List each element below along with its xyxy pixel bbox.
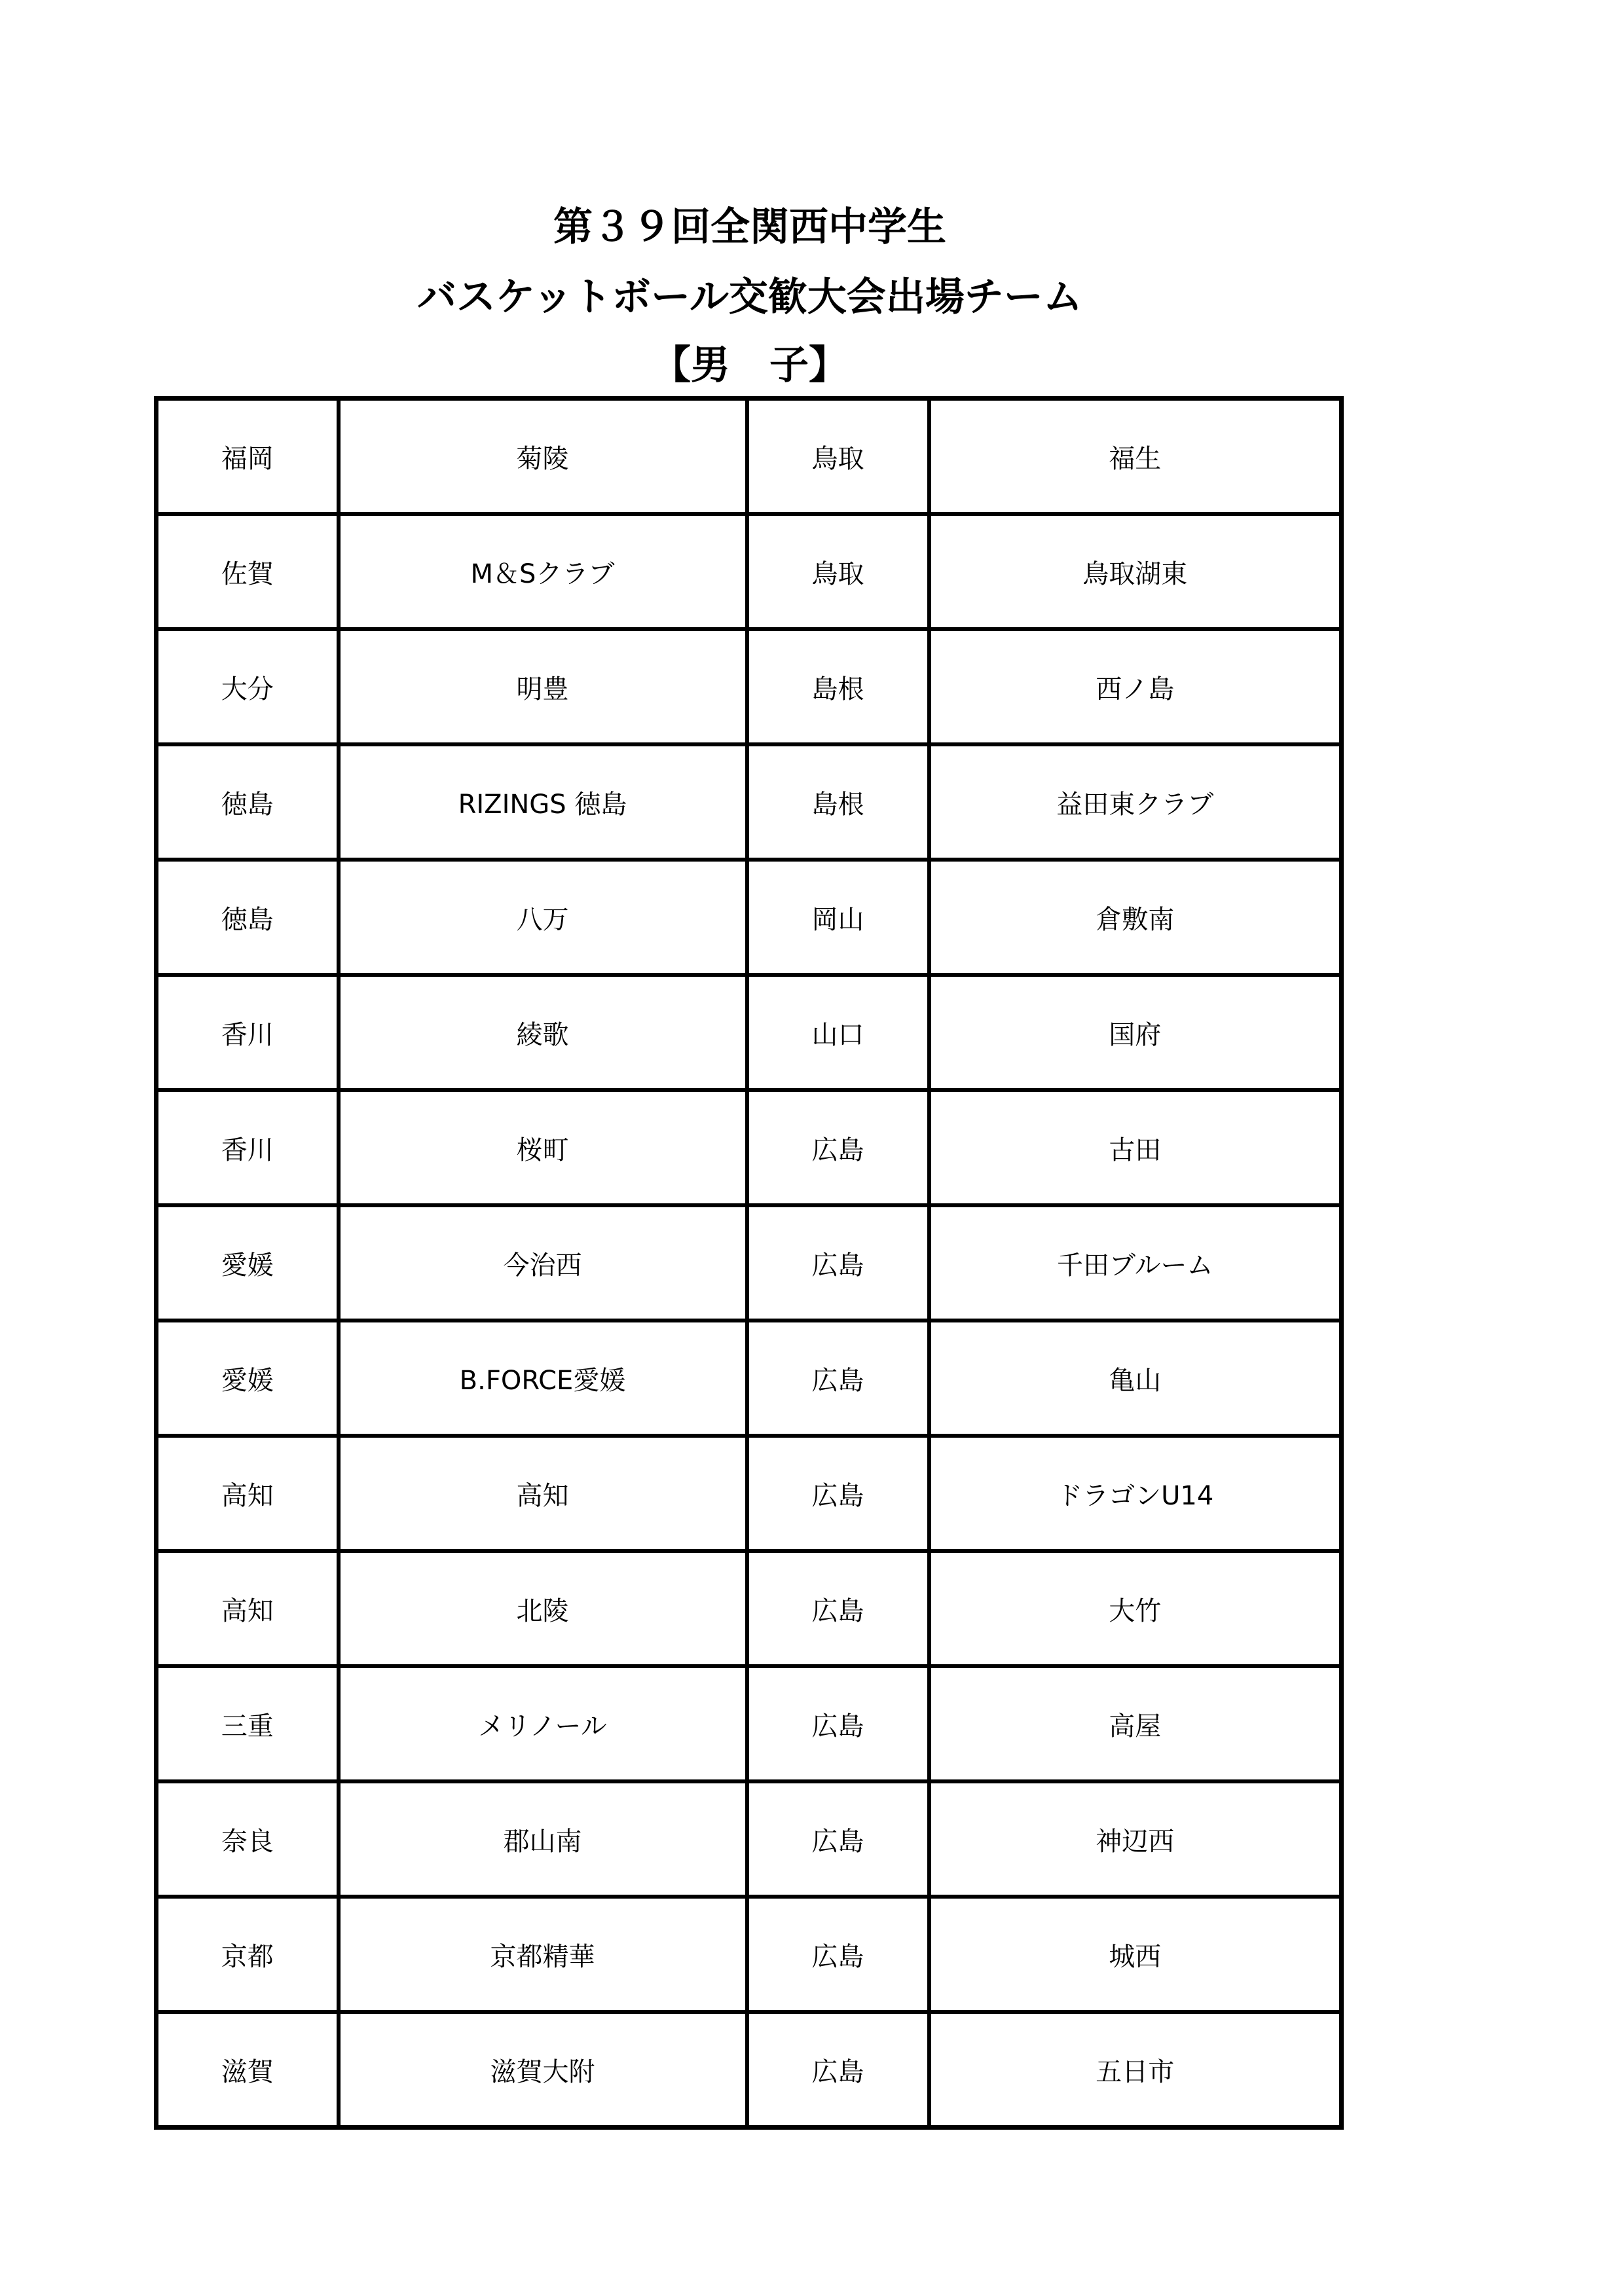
team-left-cell: 八万 [339, 860, 747, 975]
prefecture-right-cell: 広島 [747, 1205, 929, 1321]
prefecture-left-cell: 奈良 [157, 1781, 339, 1897]
prefecture-left-cell: 高知 [157, 1436, 339, 1551]
table-row [157, 1205, 1342, 1321]
team-right-cell: 古田 [929, 1090, 1342, 1205]
prefecture-right-cell: 広島 [747, 1321, 929, 1436]
team-right-cell: 神辺西 [929, 1781, 1342, 1897]
team-right-cell: ドラゴンU14 [929, 1436, 1342, 1551]
prefecture-right-cell: 広島 [747, 1781, 929, 1897]
prefecture-right-cell: 山口 [747, 975, 929, 1090]
team-left-cell: 綾歌 [339, 975, 747, 1090]
team-left-cell: メリノール [339, 1666, 747, 1781]
prefecture-right-cell: 広島 [747, 1551, 929, 1666]
team-left-cell: 京都精華 [339, 1897, 747, 2012]
team-right-cell: 倉敷南 [929, 860, 1342, 975]
team-left-cell: B.FORCE愛媛 [339, 1321, 747, 1436]
table-row [157, 744, 1342, 860]
team-left-cell: 明豊 [339, 629, 747, 744]
table-row [157, 860, 1342, 975]
team-right-cell: 西ノ島 [929, 629, 1342, 744]
prefecture-left-cell: 滋賀 [157, 2012, 339, 2128]
title-participants: バスケットボール交歓大会出場チーム [417, 274, 1082, 320]
prefecture-left-cell: 京都 [157, 1897, 339, 2012]
table-row [157, 1781, 1342, 1897]
prefecture-right-cell: 広島 [747, 1090, 929, 1205]
title-tournament: 第３９回全関西中学生 [553, 204, 946, 250]
table-row [157, 1551, 1342, 1666]
table-row [157, 1436, 1342, 1551]
team-left-cell: M＆Sクラブ [339, 514, 747, 629]
prefecture-right-cell: 鳥取 [747, 399, 929, 515]
team-left-cell: 滋賀大附 [339, 2012, 747, 2128]
prefecture-right-cell: 広島 [747, 1666, 929, 1781]
roster-body [157, 399, 1342, 2128]
prefecture-left-cell: 愛媛 [157, 1321, 339, 1436]
team-right-cell: 亀山 [929, 1321, 1342, 1436]
team-left-cell: 今治西 [339, 1205, 747, 1321]
team-right-cell: 五日市 [929, 2012, 1342, 2128]
team-right-cell: 高屋 [929, 1666, 1342, 1781]
team-right-cell: 益田東クラブ [929, 744, 1342, 860]
team-roster-table [154, 396, 1344, 2130]
prefecture-left-cell: 福岡 [157, 399, 339, 515]
prefecture-right-cell: 鳥取 [747, 514, 929, 629]
prefecture-left-cell: 三重 [157, 1666, 339, 1781]
team-right-cell: 大竹 [929, 1551, 1342, 1666]
team-left-cell: 桜町 [339, 1090, 747, 1205]
prefecture-left-cell: 香川 [157, 975, 339, 1090]
prefecture-right-cell: 島根 [747, 629, 929, 744]
prefecture-left-cell: 愛媛 [157, 1205, 339, 1321]
prefecture-right-cell: 島根 [747, 744, 929, 860]
team-left-cell: RIZINGS 徳島 [339, 744, 747, 860]
table-row [157, 975, 1342, 1090]
prefecture-left-cell: 徳島 [157, 860, 339, 975]
team-right-cell: 福生 [929, 399, 1342, 515]
table-row [157, 2012, 1342, 2128]
prefecture-right-cell: 広島 [747, 2012, 929, 2128]
prefecture-left-cell: 徳島 [157, 744, 339, 860]
table-row [157, 514, 1342, 629]
team-left-cell: 北陵 [339, 1551, 747, 1666]
team-left-cell: 菊陵 [339, 399, 747, 515]
prefecture-left-cell: 高知 [157, 1551, 339, 1666]
prefecture-right-cell: 岡山 [747, 860, 929, 975]
team-right-cell: 鳥取湖東 [929, 514, 1342, 629]
team-right-cell: 城西 [929, 1897, 1342, 2012]
team-right-cell: 千田ブルーム [929, 1205, 1342, 1321]
table-row [157, 1321, 1342, 1436]
table-row [157, 629, 1342, 744]
team-left-cell: 郡山南 [339, 1781, 747, 1897]
title-division: 【男 子】 [652, 342, 848, 388]
prefecture-right-cell: 広島 [747, 1436, 929, 1551]
table-row [157, 1897, 1342, 2012]
prefecture-left-cell: 香川 [157, 1090, 339, 1205]
prefecture-left-cell: 大分 [157, 629, 339, 744]
prefecture-right-cell: 広島 [747, 1897, 929, 2012]
table-row [157, 399, 1342, 515]
team-left-cell: 高知 [339, 1436, 747, 1551]
team-right-cell: 国府 [929, 975, 1342, 1090]
prefecture-left-cell: 佐賀 [157, 514, 339, 629]
table-row [157, 1666, 1342, 1781]
table-row [157, 1090, 1342, 1205]
